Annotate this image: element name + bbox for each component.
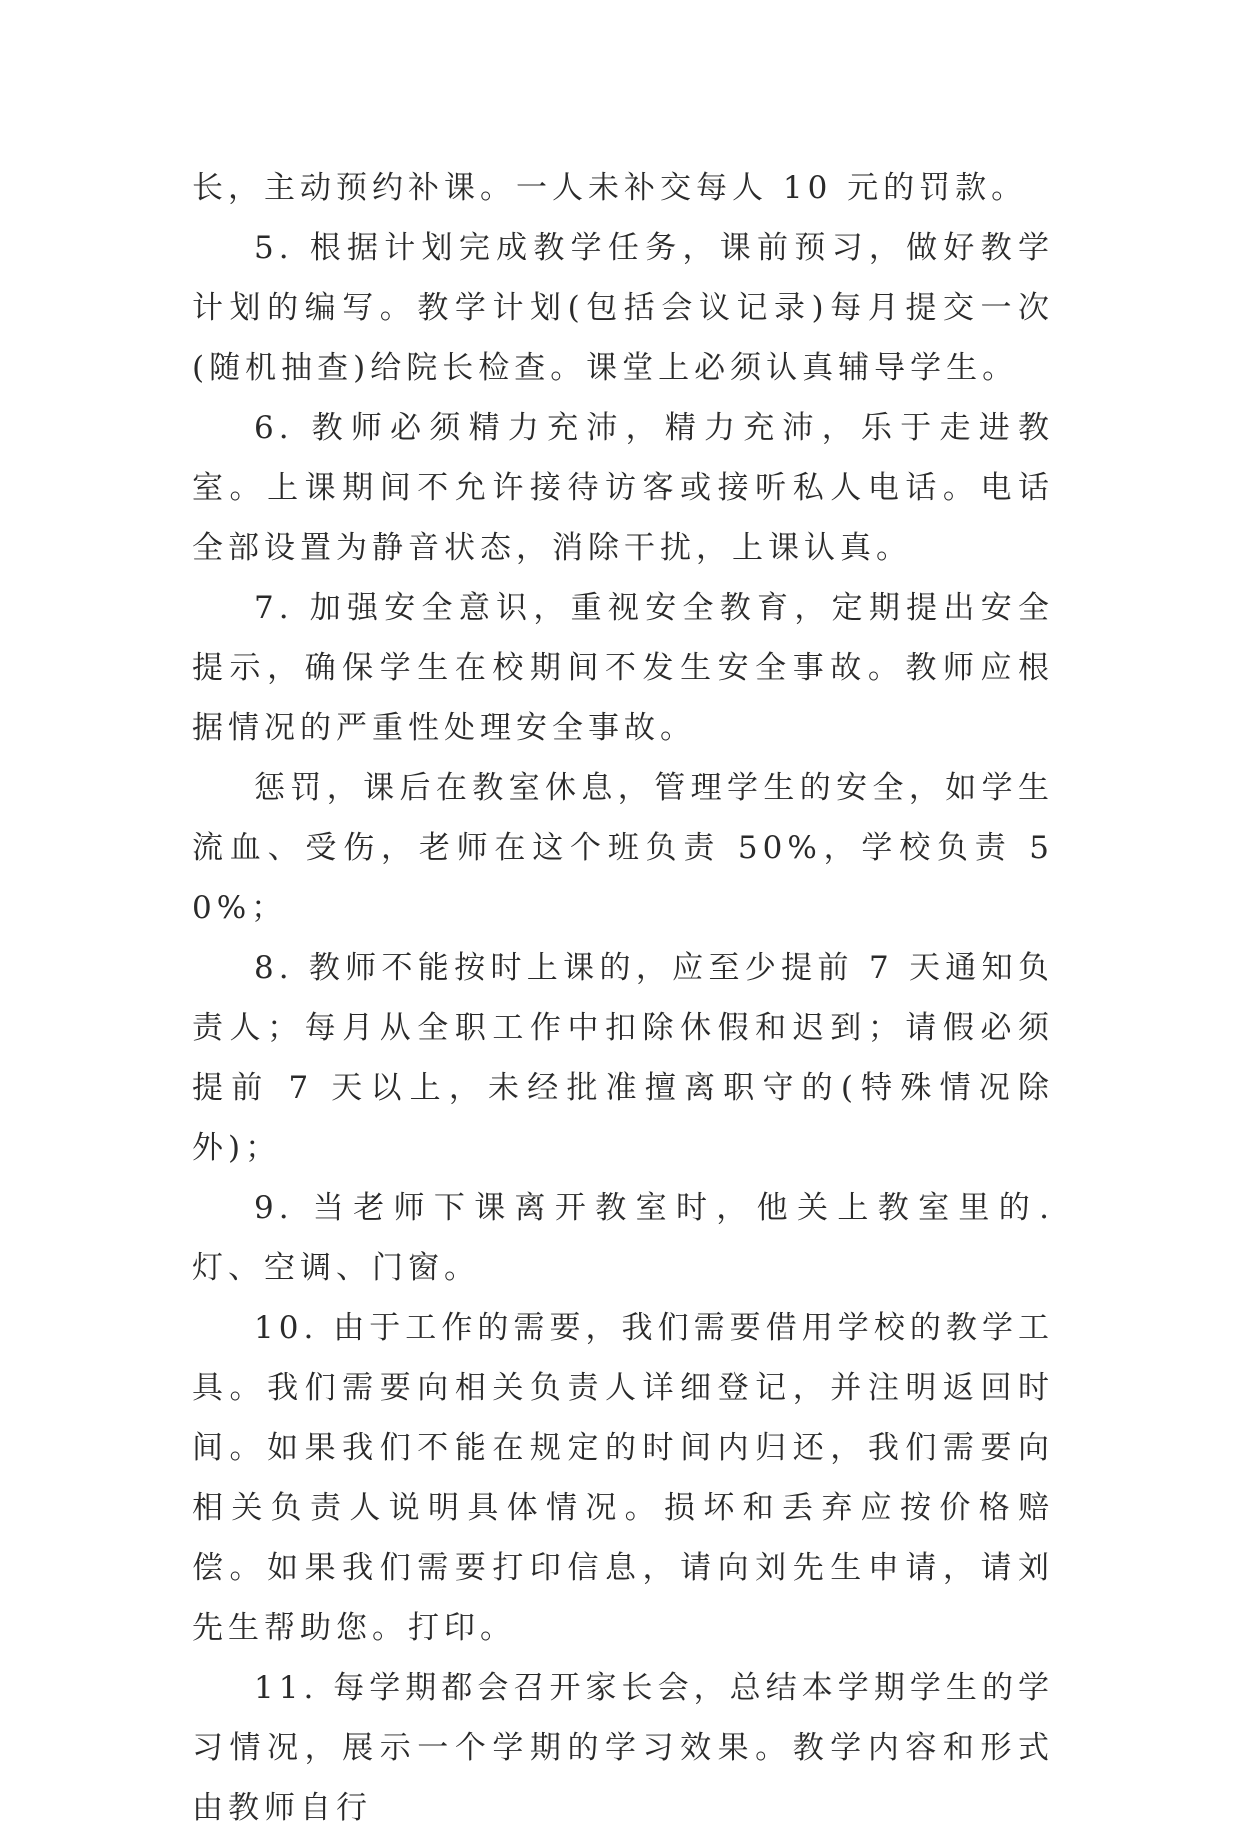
paragraph-item-10: 10. 由于工作的需要，我们需要借用学校的教学工具。我们需要向相关负责人详细登记，并注明返回时间。如果我们不能在规定的时间内归还，我们需要向相关负责人说明具体情况。损坏和丢弃应按价格赔偿。如果我们需要打印信息，请向刘先生申请，请刘先生帮助您。打印。 <box>192 1310 1054 1646</box>
paragraph-penalty: 惩罚，课后在教室休息，管理学生的安全，如学生流血、受伤，老师在这个班负责 50%，学校负责 50%； <box>192 770 1054 926</box>
paragraph-continuation: 长，主动预约补课。一人未补交每人 10 元的罚款。 <box>192 170 1028 206</box>
paragraph-item-7: 7. 加强安全意识，重视安全教育，定期提出安全提示，确保学生在校期间不发生安全事故。教师应根据情况的严重性处理安全事故。 <box>192 590 1054 746</box>
document-body <box>192 158 1054 1838</box>
paragraph-item-8: 8. 教师不能按时上课的，应至少提前 7 天通知负责人；每月从全职工作中扣除休假和迟到；请假必须提前 7 天以上，未经批准擅离职守的(特殊情况除外)； <box>192 950 1054 1166</box>
paragraph-item-9: 9. 当老师下课离开教室时，他关上教室里的. 灯、空调、门窗。 <box>192 1190 1054 1286</box>
paragraph-item-5: 5. 根据计划完成教学任务，课前预习，做好教学计划的编写。教学计划(包括会议记录)每月提交一次(随机抽查)给院长检查。课堂上必须认真辅导学生。 <box>192 230 1054 386</box>
paragraph-item-6: 6. 教师必须精力充沛，精力充沛，乐于走进教室。上课期间不允许接待访客或接听私人电话。电话全部设置为静音状态，消除干扰，上课认真。 <box>192 410 1054 566</box>
paragraph-item-11: 11. 每学期都会召开家长会，总结本学期学生的学习情况，展示一个学期的学习效果。教学内容和形式由教师自行 <box>192 1670 1054 1826</box>
